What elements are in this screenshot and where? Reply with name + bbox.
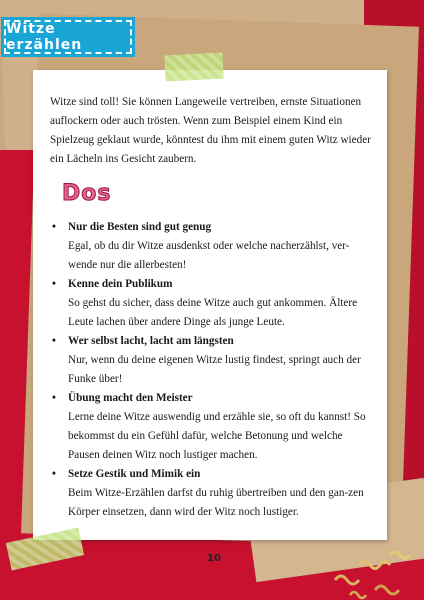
bullet-icon: •	[52, 392, 56, 404]
intro-paragraph: Witze sind toll! Sie können Langeweile vertreiben, ernste Situationen auflockern oder auch trösten. Wenn zum Beispiel einem Kind ein Spielzeug geklaut wurde, könntest du ihm mit einem guten Witz wieder ein Lächeln ins Gesicht zaubern.	[50, 96, 371, 165]
list-item	[50, 218, 372, 275]
section-title: Dos	[62, 181, 112, 206]
list-item	[50, 465, 372, 522]
dos-list	[50, 218, 372, 522]
list-item-title: Nur die Besten sind gut genug	[68, 221, 212, 233]
chapter-title: Witze erzählen	[6, 21, 83, 53]
tape-strip-top	[164, 53, 223, 82]
page-number: 10	[207, 553, 221, 564]
list-item-title: Setze Gestik und Mimik ein	[68, 468, 201, 480]
chapter-tag	[4, 20, 132, 54]
list-item-title: Übung macht den Meister	[68, 392, 193, 404]
bullet-icon: •	[52, 335, 56, 347]
list-item	[50, 275, 372, 332]
list-item-title: Kenne dein Publikum	[68, 278, 173, 290]
list-item-text: Egal, ob du dir Witze ausdenkst oder welche nacherzählst, ver-wende nur die allerbesten!	[68, 240, 350, 271]
list-item-text: Nur, wenn du deine eigenen Witze lustig findest, springt auch der Funke über!	[68, 354, 361, 385]
list-item-text: So gehst du sicher, dass deine Witze auch gut ankommen. Ältere Leute lachen über andere Dinge als junge Leute.	[68, 297, 358, 328]
list-item	[50, 332, 372, 389]
list-item	[50, 389, 372, 465]
paper-shavings-decoration	[330, 540, 424, 600]
list-item-text: Lerne deine Witze auswendig und erzähle sie, so oft du kannst! So bekommst du ein Gefühl dafür, welche Betonung und welche Pausen deinen Witz noch lustiger machen.	[68, 411, 366, 461]
bullet-icon: •	[52, 278, 56, 290]
bullet-icon: •	[52, 468, 56, 480]
list-item-title: Wer selbst lacht, lacht am längsten	[68, 335, 234, 347]
bullet-icon: •	[52, 221, 56, 233]
list-item-text: Beim Witze-Erzählen darfst du ruhig übertreiben und den gan-zen Körper einsetzen, dann wird der Witz noch lustiger.	[68, 487, 364, 518]
